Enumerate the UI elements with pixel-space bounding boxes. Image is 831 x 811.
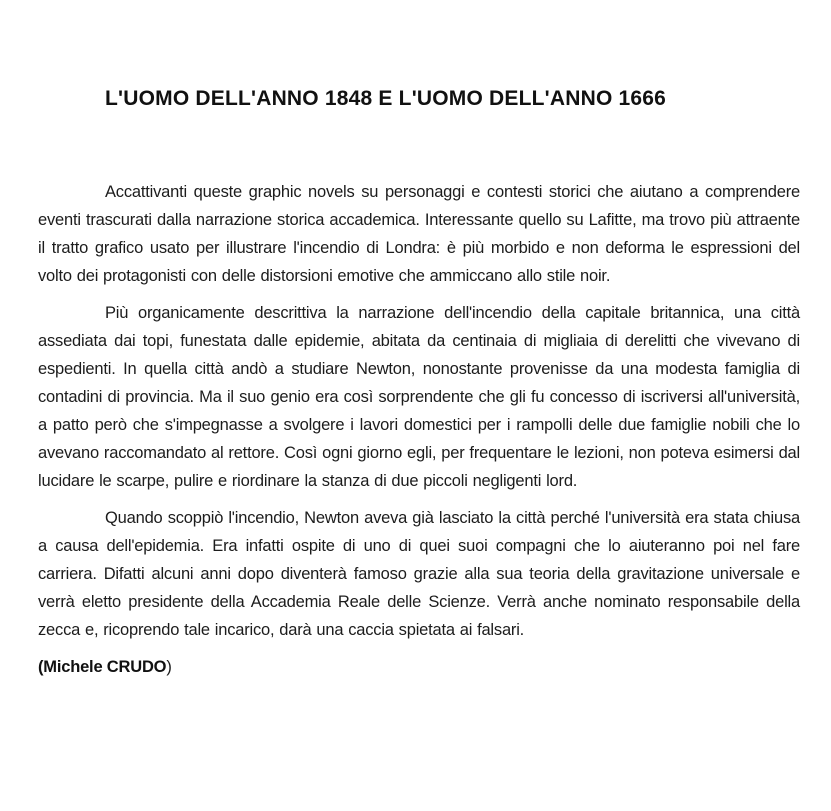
document-title: L'UOMO DELL'ANNO 1848 E L'UOMO DELL'ANNO 1666 bbox=[105, 87, 667, 110]
paragraph-2: Più organicamente descrittiva la narrazione dell'incendio della capitale britannica, una città assediata dai topi, funestata dalle epidemie, abitata da centinaia di migliaia di derelitti che vivevano di espedienti. In quella città andò a studiare Newton, nonostante provenisse da una modesta famiglia di contadini di provincia. Ma il suo genio era così sorprendente che gli fu concesso di iscriversi all'università, a patto però che s'impegnasse a svolgere i lavori domestici per i rampolli delle due famiglie nobili che lo avevano raccomandato al rettore. Così ogni giorno egli, per frequentare le lezioni, non poteva esimersi dal lucidare le scarpe, pulire e riordinare la stanza di due piccoli negligenti lord. bbox=[38, 304, 800, 490]
author-signature bbox=[38, 653, 800, 681]
paragraph-3: Quando scoppiò l'incendio, Newton aveva già lasciato la città perché l'università era stata chiusa a causa dell'epidemia. Era infatti ospite di uno di quei suoi compagni che lo aiuteranno poi nel fare carriera. Difatti alcuni anni dopo diventerà famoso grazie alla sua teoria della gravitazione universale e verrà eletto presidente della Accademia Reale delle Scienze. Verrà anche nominato responsabile della zecca e, ricoprendo tale incarico, darà una caccia spietata ai falsari. bbox=[38, 509, 800, 639]
author-name: (Michele CRUDO bbox=[38, 658, 167, 676]
paragraph-1: Accattivanti queste graphic novels su personaggi e contesti storici che aiutano a comprendere eventi trascurati dalla narrazione storica accademica. Interessante quello su Lafitte, ma trovo più attraente il tratto grafico usato per illustrare l'incendio di Londra: è più morbido e non deforma le espressioni del volto dei protagonisti con delle distorsioni emotive che ammiccano allo stile noir. bbox=[38, 183, 800, 285]
signature-close-paren: ) bbox=[166, 658, 172, 676]
